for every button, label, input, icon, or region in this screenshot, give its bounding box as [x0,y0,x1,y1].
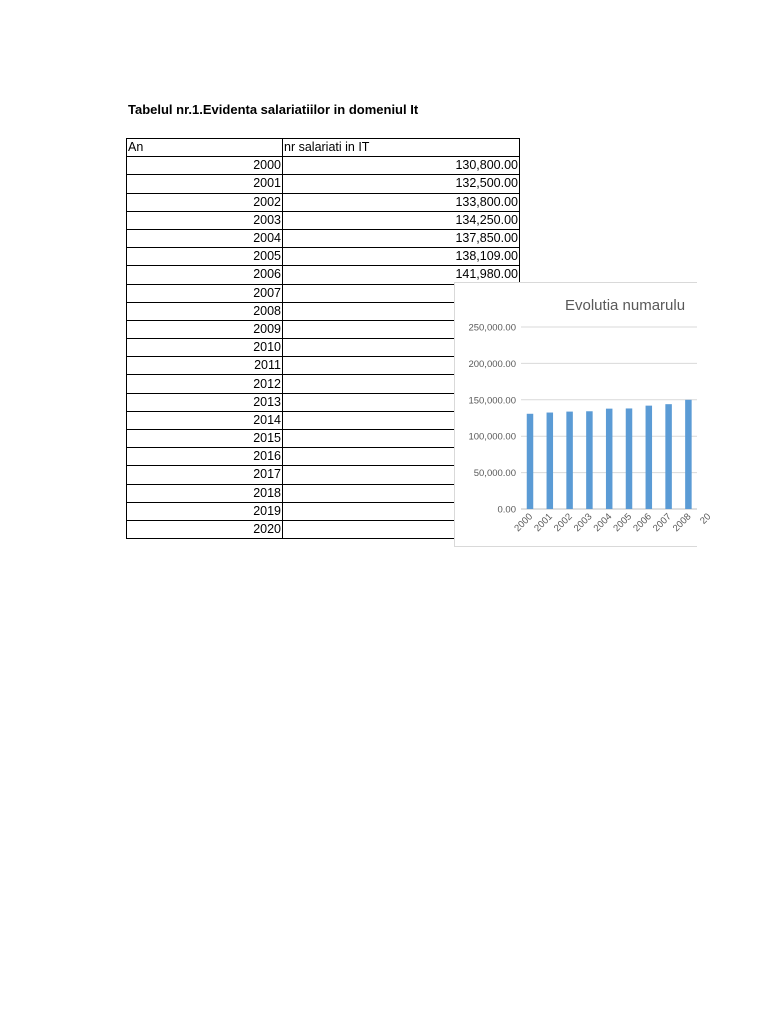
bar-2005[interactable] [626,408,633,509]
table-row [127,193,520,211]
cell-year[interactable]: 2018 [127,484,283,502]
x-tick-label: 2002 [551,511,575,535]
cell-year[interactable]: 2016 [127,448,283,466]
bar-2004[interactable] [606,409,613,509]
bar-2000[interactable] [527,414,534,509]
x-tick-label: 2008 [670,511,694,535]
bar-2006[interactable] [646,406,653,509]
cell-year[interactable]: 2017 [127,466,283,484]
x-tick-label-truncated: 20 [698,511,714,527]
cell-year[interactable]: 2019 [127,502,283,520]
bar-chart [455,283,714,546]
cell-year[interactable]: 2014 [127,411,283,429]
cell-year[interactable]: 2012 [127,375,283,393]
cell-employees[interactable]: 141,980.00 [283,266,520,284]
cell-year[interactable]: 2006 [127,266,283,284]
table-header-row [127,139,520,157]
table-row [127,229,520,247]
cell-year[interactable]: 2008 [127,302,283,320]
table-row [127,248,520,266]
table-row [127,175,520,193]
table-row [127,211,520,229]
x-tick-label: 2003 [571,511,595,535]
cell-year[interactable]: 2007 [127,284,283,302]
chart-area[interactable] [454,282,714,547]
cell-year[interactable]: 2003 [127,211,283,229]
chart-title: Evolutia numarulu [565,297,686,314]
cell-year[interactable]: 2004 [127,229,283,247]
cell-year[interactable]: 2015 [127,430,283,448]
cell-year[interactable]: 2002 [127,193,283,211]
y-tick-label: 0.00 [497,504,516,516]
cell-year[interactable]: 2011 [127,357,283,375]
cell-employees[interactable]: 134,250.00 [283,211,520,229]
bar-2001[interactable] [547,413,554,509]
bar-2007[interactable] [665,404,672,509]
y-tick-label: 250,000.00 [468,322,516,334]
x-tick-label: 2007 [650,511,674,535]
cell-employees[interactable]: 138,109.00 [283,248,520,266]
y-tick-label: 200,000.00 [468,358,516,370]
bar-2003[interactable] [586,411,593,509]
cell-year[interactable]: 2000 [127,157,283,175]
cell-year[interactable]: 2010 [127,339,283,357]
table-row [127,157,520,175]
cell-employees[interactable]: 137,850.00 [283,229,520,247]
x-tick-label: 2006 [631,511,654,535]
column-header-employees[interactable]: nr salariati in IT [283,139,520,157]
x-tick-label: 2004 [591,511,615,535]
bar-2002[interactable] [566,412,573,509]
cell-employees[interactable]: 133,800.00 [283,193,520,211]
column-header-year[interactable]: An [127,139,283,157]
bar-2008[interactable] [685,400,692,509]
cell-year[interactable]: 2013 [127,393,283,411]
y-tick-label: 150,000.00 [468,395,516,407]
cell-year[interactable]: 2009 [127,320,283,338]
x-tick-label: 2005 [611,511,635,535]
cell-employees[interactable]: 130,800.00 [283,157,520,175]
cell-year[interactable]: 2005 [127,248,283,266]
cell-year[interactable]: 2020 [127,520,283,538]
x-tick-label: 2001 [532,511,555,535]
document-title: Tabelul nr.1.Evidenta salariatiilor in domeniul It [128,102,419,117]
cell-employees[interactable]: 132,500.00 [283,175,520,193]
y-tick-label: 100,000.00 [468,431,516,443]
x-tick-label: 2000 [512,511,536,535]
y-tick-label: 50,000.00 [473,468,516,480]
cell-year[interactable]: 2001 [127,175,283,193]
